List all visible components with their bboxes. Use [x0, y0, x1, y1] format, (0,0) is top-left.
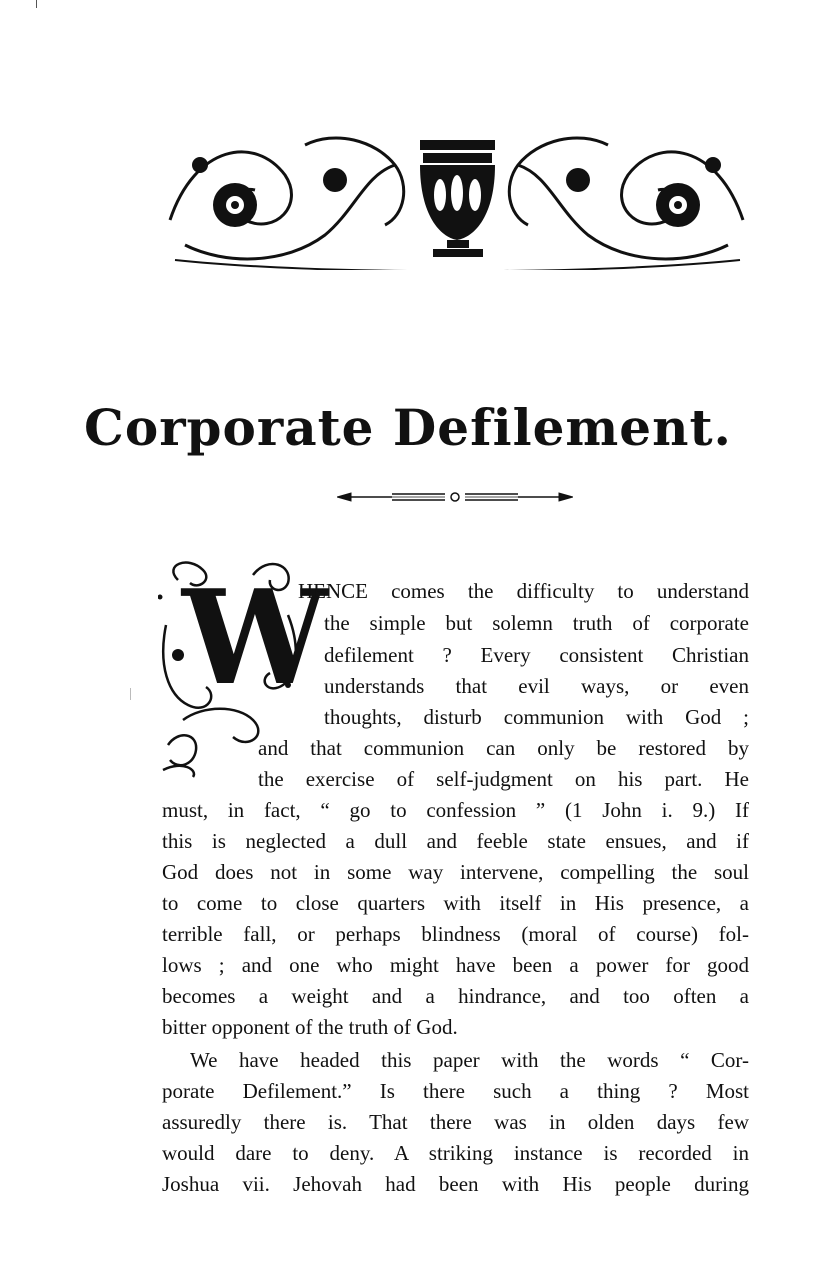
paragraph-1-line: must, in fact, “ go to confession ” (1 John i. 9.) If [162, 798, 749, 822]
paragraph-1-line: God does not in some way intervene, compelling the soul [162, 860, 749, 884]
scan-mark [36, 0, 37, 8]
paragraph-2-line: Joshua vii. Jehovah had been with His people during [162, 1172, 749, 1196]
paragraph-1-line: defilement ? Every consistent Christian [324, 643, 749, 667]
ornamental-headpiece [165, 125, 748, 270]
paragraph-1-line: thoughts, disturb communion with God ; [324, 705, 749, 729]
drop-cap-letter: W [182, 561, 328, 714]
paragraph-1-line: this is neglected a dull and feeble state ensues, and if [162, 829, 749, 853]
paragraph-1-line: and that communion can only be restored by [258, 736, 749, 760]
scan-mark [130, 688, 131, 700]
paragraph-1-line: understands that evil ways, or even [324, 674, 749, 698]
paragraph-1-line: becomes a weight and a hindrance, and too often a [162, 984, 749, 1008]
page-title: Corporate Defilement. [84, 398, 732, 457]
paragraph-1-line: HENCE comes the difficulty to understand [298, 579, 749, 603]
paragraph-1-line: to come to close quarters with itself in His presence, a [162, 891, 749, 915]
paragraph-2-line: assuredly there is. That there was in olden days few [162, 1110, 749, 1134]
paragraph-1-line: bitter opponent of the truth of God. [162, 1015, 458, 1039]
paragraph-2-line: porate Defilement.” Is there such a thing ? Most [162, 1079, 749, 1103]
decorative-rule [337, 488, 573, 506]
paragraph-2-line: would dare to deny. A striking instance is recorded in [162, 1141, 749, 1165]
paragraph-1-line: the exercise of self-judgment on his part. He [258, 767, 749, 791]
paragraph-1-line: lows ; and one who might have been a power for good [162, 953, 749, 977]
paragraph-1-line: terrible fall, or perhaps blindness (moral of course) fol- [162, 922, 749, 946]
paragraph-1-line: the simple but solemn truth of corporate [324, 611, 749, 635]
paragraph-2-line: We have headed this paper with the words “ Cor- [190, 1048, 749, 1072]
